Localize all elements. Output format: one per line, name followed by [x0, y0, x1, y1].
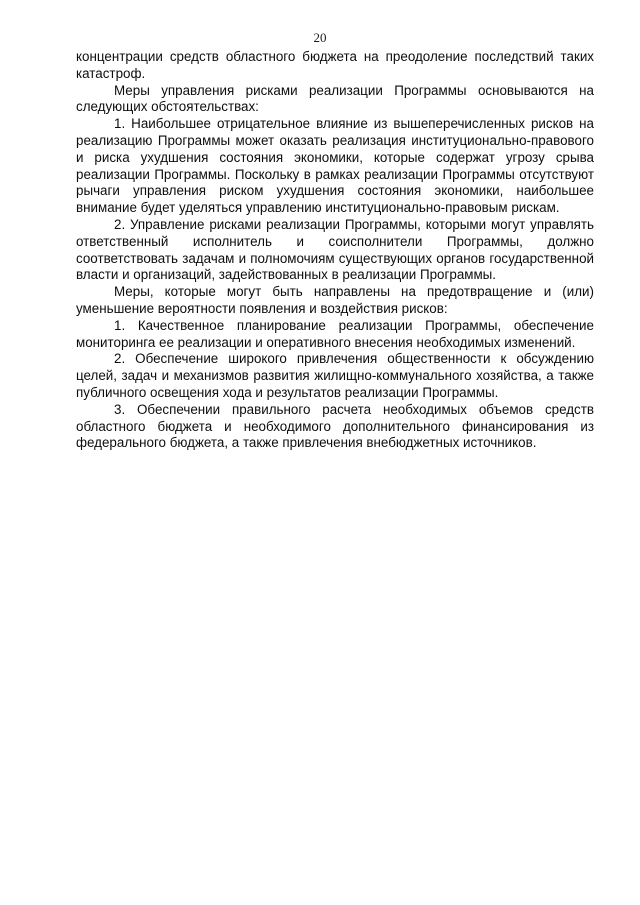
paragraph-measure-3: 3. Обеспечении правильного расчета необходимых объемов средств областного бюджета и необходимого дополнительного финансирования из федерального бюджета, а также привлечения внебюджетных источников. — [76, 401, 594, 451]
paragraph-circumstance-2: 2. Управление рисками реализации Программы, которыми могут управлять ответственный исполнитель и соисполнители Программы, должно соответствовать задачам и полномочиям существующих органов государственной власти и организаций, задействованных в реализации Программы. — [76, 216, 594, 283]
paragraph-measure-1: 1. Качественное планирование реализации Программы, обеспечение мониторинга ее реализации и оперативного внесения необходимых изменений. — [76, 317, 594, 350]
paragraph-measure-2: 2. Обеспечение широкого привлечения общественности к обсуждению целей, задач и механизмов развития жилищно-коммунального хозяйства, а также публичного освещения хода и результатов реализации Программы. — [76, 351, 594, 400]
paragraph-circumstance-1: 1. Наибольшее отрицательное влияние из вышеперечисленных рисков на реализацию Программы может оказать реализация институционально-правового и риска ухудшения состояния экономики, которые содержат угрозу срыва реализации Программы. Поскольку в рамках реализации Программы отсутствуют рычаги управления риском ухудшения состояния экономики, наибольшее внимание будет уделяться управлению институционально-правовым рискам. — [76, 116, 594, 216]
paragraph-risk-measures-intro: Меры управления рисками реализации Программы основываются на следующих обстоятельствах: — [76, 82, 594, 115]
document-body — [76, 49, 594, 452]
page-number: 20 — [313, 30, 327, 45]
paragraph-continuation: концентрации средств областного бюджета на преодоление последствий таких катастроф. — [76, 49, 594, 81]
paragraph-measures-intro: Меры, которые могут быть направлены на предотвращение и (или) уменьшение вероятности появления и воздействия рисков: — [76, 284, 594, 316]
